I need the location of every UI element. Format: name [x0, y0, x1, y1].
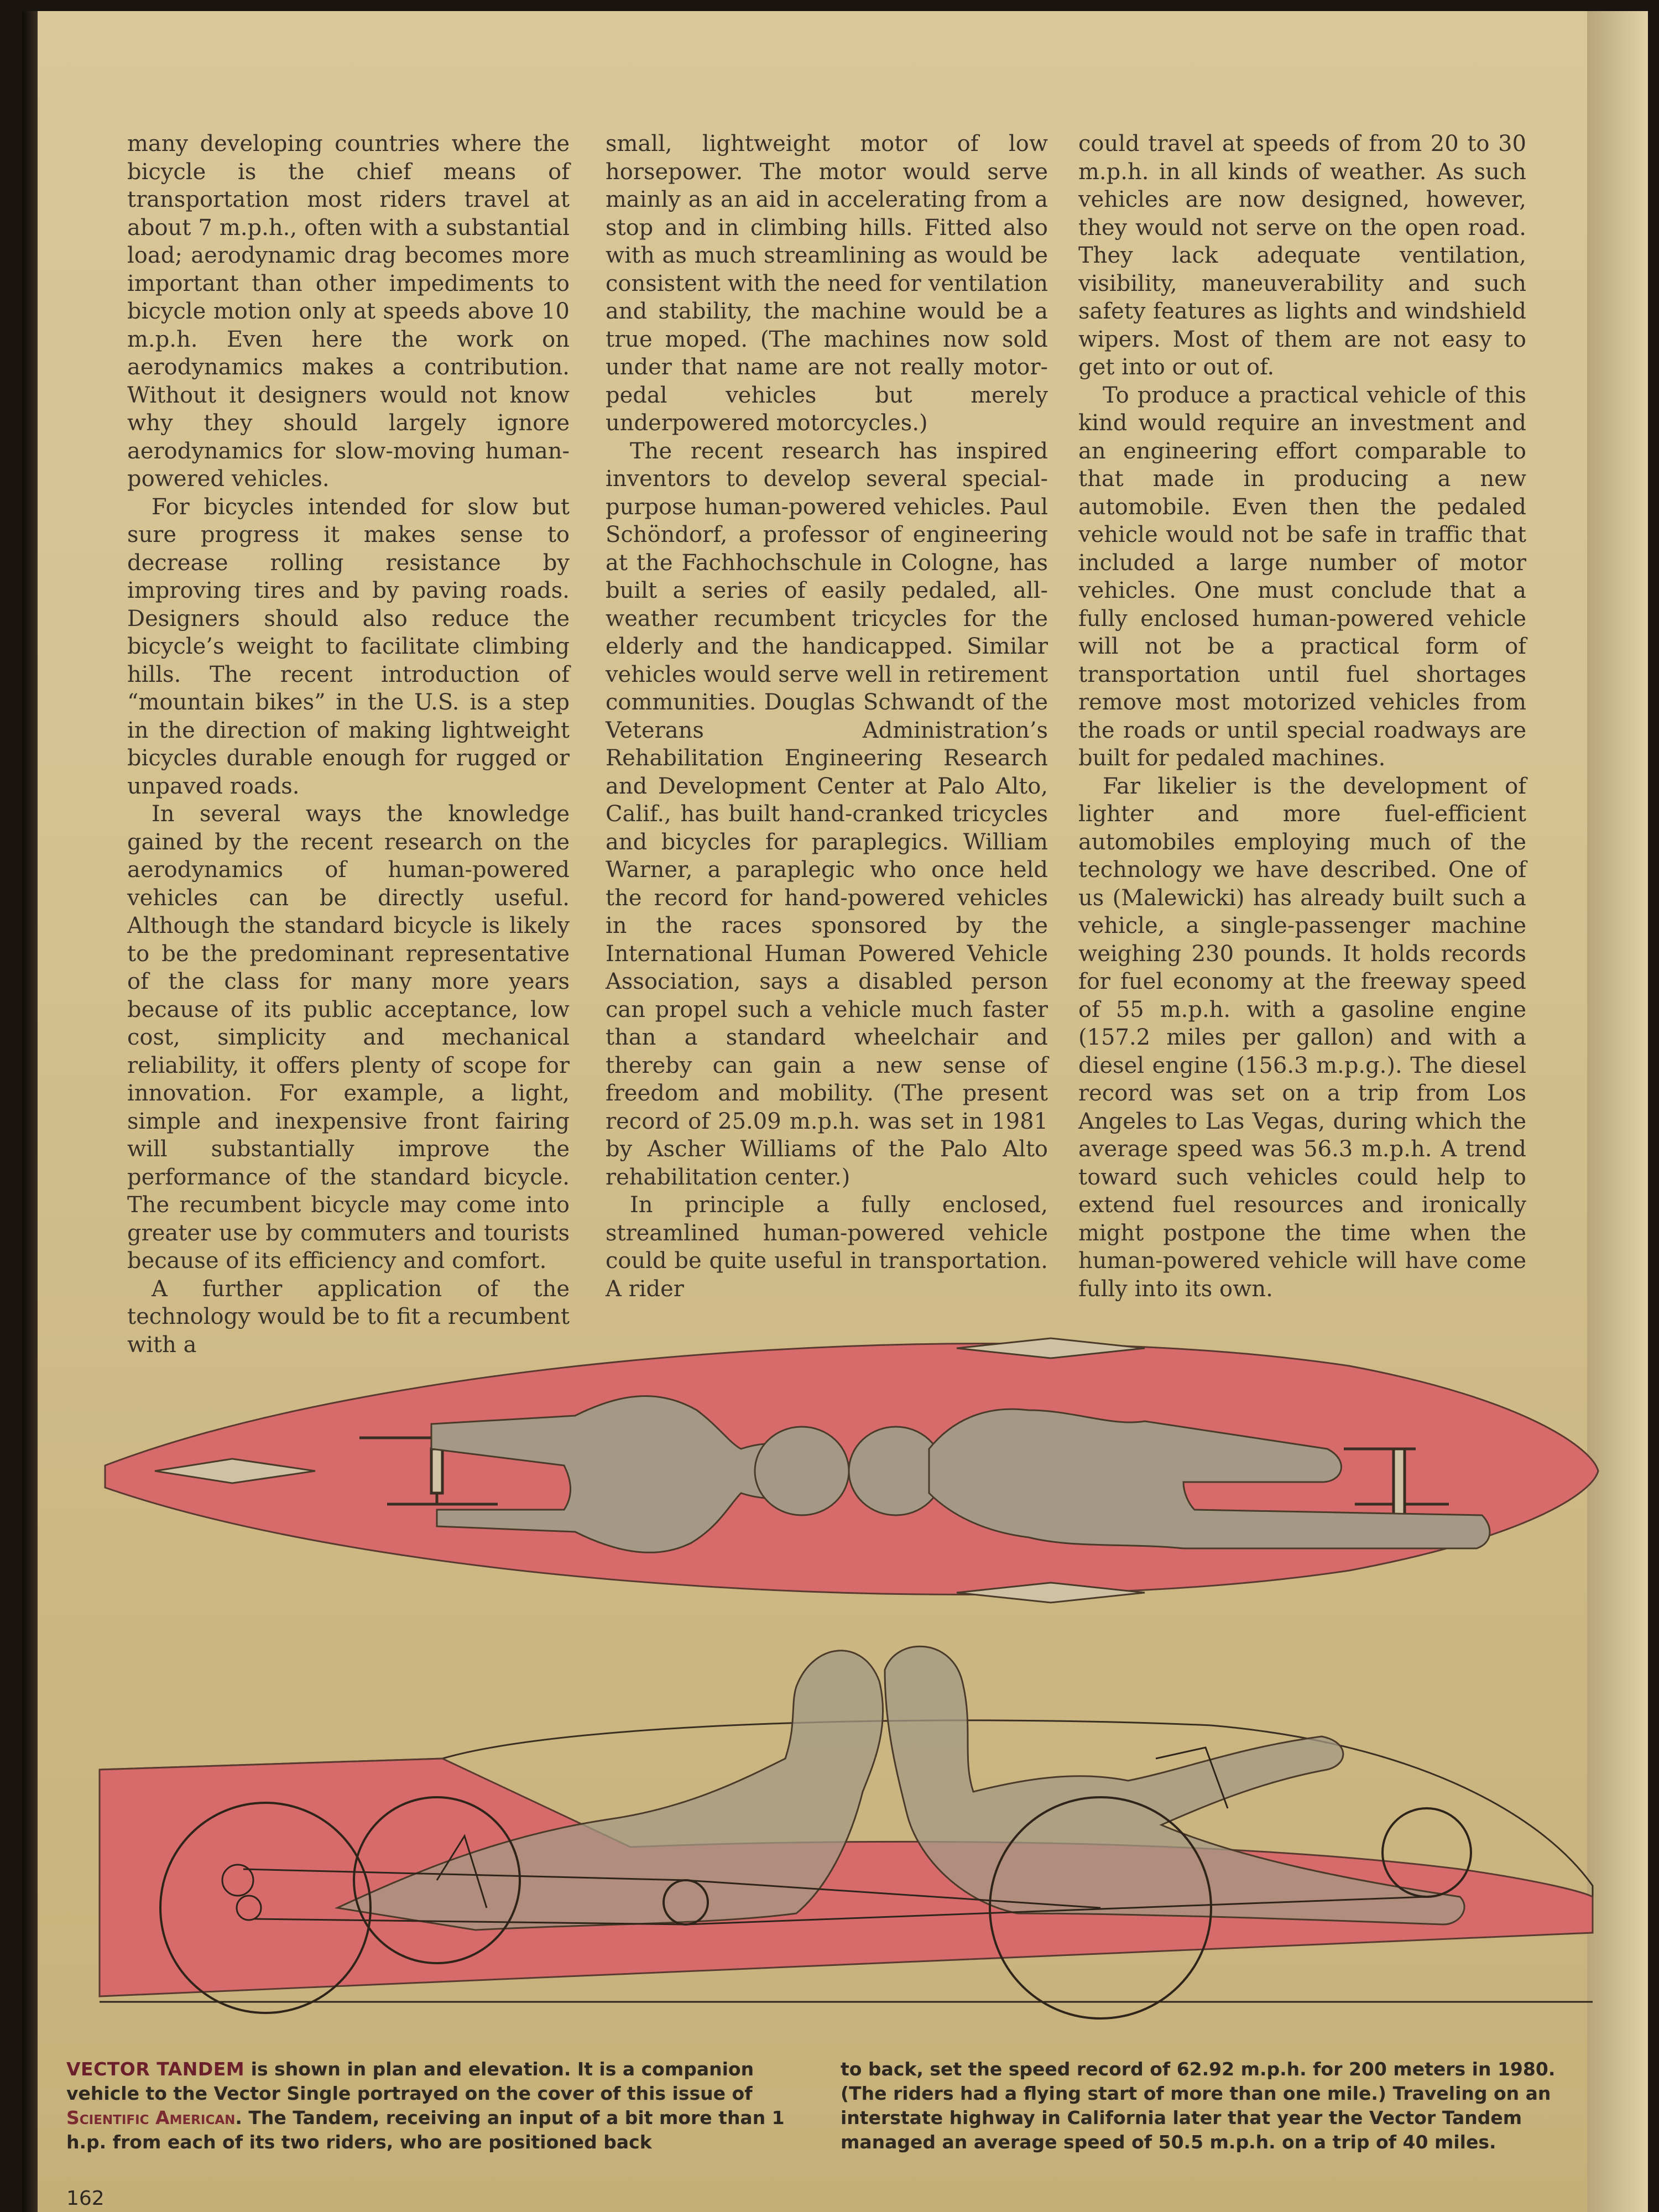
text-column-2 — [606, 130, 1048, 1303]
vector-tandem-illustration — [77, 1283, 1604, 2024]
text-column-3 — [1078, 130, 1526, 1303]
magazine-name: Scientific American — [66, 2107, 236, 2128]
caption-lead: VECTOR TANDEM — [66, 2058, 245, 2080]
plan-head-front — [755, 1427, 849, 1515]
paragraph: In principle a fully enclosed, streamlined human-powered vehicle could be quite useful in transportation. A rider — [606, 1192, 1048, 1302]
text-column-1 — [127, 130, 570, 1359]
page-binding — [22, 11, 38, 2212]
paragraph: The recent research has inspired inventors to develop several special-purpose human-powered vehicles. Paul Schöndorf, a professor of engineering at the Fachhochschule in Cologne, has built a series of easily pedaled, all-weather recumbent tricycles for the elderly and the handicapped. Similar vehicles would serve well in retirement communities. Douglas Schwandt of the Veterans Administration’s Rehabilitation Engineering Research and Development Center at Palo Alto, Calif., has built hand-cranked tricycles and bicycles for paraplegics. William Warner, a paraplegic who once held the record for hand-powered vehicles in the races sponsored by the International Human Powered Vehicle Association, says a disabled person can propel such a vehicle much faster than a standard wheelchair and thereby can gain a new sense of freedom and mobility. (The present record of 25.09 m.p.h. was set in 1981 by Ascher Williams of the Palo Alto rehabilitation center.) — [606, 438, 1048, 1190]
elevation-view — [100, 1646, 1593, 2018]
paragraph: A further application of the technology would be to fit a recumbent with a — [127, 1276, 570, 1358]
page-number: 162 — [66, 2187, 105, 2210]
plan-view — [105, 1338, 1598, 1603]
caption-text: . The Tandem, receiving an input of a bit more than 1 h.p. from each of its two riders, who are positioned back — [66, 2107, 785, 2153]
paragraph: To produce a practical vehicle of this kind would require an investment and an engineering effort comparable to that made in producing a new automobile. Even then the pedaled vehicle would not be safe in traffic that included a large number of motor vehicles. One must conclude that a fully enclosed human-powered vehicle will not be a practical form of transportation until fuel shortages remove most motorized vehicles from the roads or until special roadways are built for pedaled machines. — [1078, 382, 1526, 771]
caption-text: is shown in plan and elevation. It is a companion vehicle to the Vector Single portrayed on the cover of this issue of — [66, 2058, 754, 2104]
paragraph: For bicycles intended for slow but sure progress it makes sense to decrease rolling resistance by improving tires and by paving roads. Designers should also reduce the bicycle’s weight to facilitate climbing hills. The recent introduction of “mountain bikes” in the U.S. is a step in the direction of making lightweight bicycles durable enough for rugged or unpaved roads. — [127, 494, 570, 799]
caption-text: to back, set the speed record of 62.92 m.p.h. for 200 meters in 1980. (The riders had a flying start of more than one mile.) Traveling on an interstate highway in California later that year the Vector Tandem managed an average speed of 50.5 m.p.h. on a trip of 40 miles. — [841, 2058, 1556, 2153]
paragraph: In several ways the knowledge gained by the recent research on the aerodynamics of human-powered vehicles can be directly useful. Although the standard bicycle is likely to be the predominant representative of the class for many more years because of its public acceptance, low cost, simplicity and mechanical reliability, it offers plenty of scope for innovation. For example, a light, simple and inexpensive front fairing will substantially improve the performance of the standard bicycle. The recumbent bicycle may come into greater use by commuters and tourists because of its efficiency and comfort. — [127, 801, 570, 1274]
elevation-rider-rear — [885, 1646, 1464, 1924]
paragraph: could travel at speeds of from 20 to 30 m.p.h. in all kinds of weather. As such vehicles are now designed, however, they would not serve on the open road. They lack adequate ventilation, visibility, maneuverability and such safety features as lights and windshield wipers. Most of them are not easy to get into or out of. — [1078, 131, 1526, 380]
figure-caption-left — [66, 2057, 785, 2154]
paragraph: Far likelier is the development of lighter and more fuel-efficient automobiles employing much of the technology we have described. One of us (Malewicki) has already built such a vehicle, a single-passenger machine weighing 230 pounds. It holds records for fuel economy at the freeway speed of 55 m.p.h. with a gasoline engine (157.2 miles per gallon) and with a diesel engine (156.3 m.p.g.). The diesel record was set on a trip from Los Angeles to Las Vegas, during which the average speed was 56.3 m.p.h. A trend toward such vehicles could help to extend fuel resources and ironically might postpone the time when the human-powered vehicle will have come fully into its own. — [1078, 773, 1526, 1302]
figure-caption-right — [841, 2057, 1559, 2154]
paragraph: small, lightweight motor of low horsepower. The motor would serve mainly as an aid in accelerating from a stop and in climbing hills. Fitted also with as much streamlining as would be consistent with the need for ventilation and stability, the machine would be a true moped. (The machines now sold under that name are not really motor-pedal vehicles but merely underpowered motorcycles.) — [606, 131, 1048, 436]
paragraph: many developing countries where the bicycle is the chief means of transportation most riders travel at about 7 m.p.h., often with a substantial load; aerodynamic drag becomes more important than other impediments to bicycle motion only at speeds above 10 m.p.h. Even here the work on aerodynamics makes a contribution. Without it designers would not know why they should largely ignore aerodynamics for slow-moving human-powered vehicles. — [127, 131, 570, 492]
magazine-page — [22, 11, 1648, 2212]
